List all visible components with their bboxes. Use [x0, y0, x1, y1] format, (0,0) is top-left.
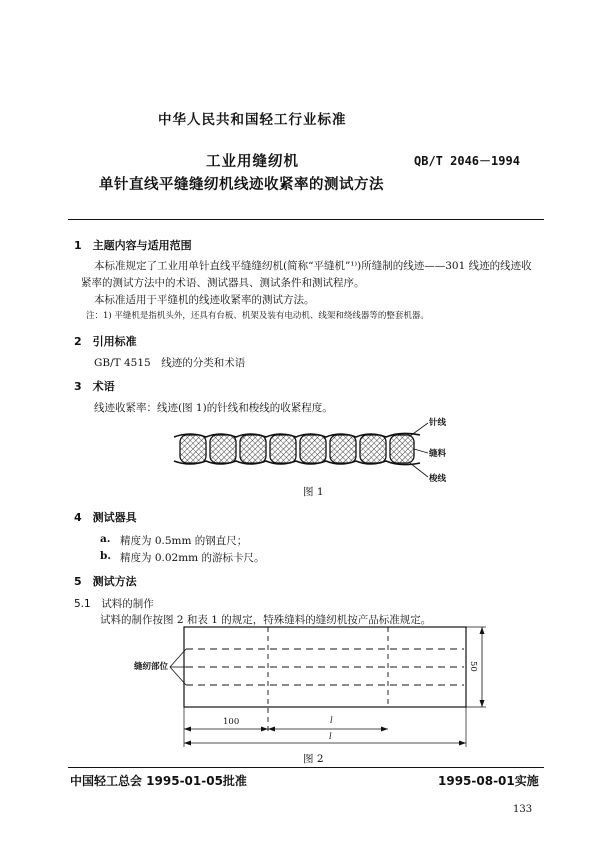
section-1-note: 注：1) 平缝机是指机头外，还具有台板、机架及装有电动机、线架和绕线器等的整套机器。: [86, 311, 429, 321]
section-2-reference: GB/T 4515 线迹的分类和术语: [94, 357, 246, 369]
section-1-para-1-line-1: 本标准规定了工业用单针直线平缝缝纫机(简称“平缝机”¹⁾)所缝制的线迹——301 线迹的线迹收: [94, 260, 532, 272]
figure-2-dim-l-overall: l: [329, 732, 332, 742]
title-line-1: 工业用缝纫机: [206, 154, 299, 170]
section-1-heading: 1 主题内容与适用范围: [74, 239, 192, 252]
figure-2-specimen-diagram: [130, 625, 500, 750]
figure-2-dim-l-upper: l: [330, 716, 333, 726]
section-4-item-b-text: 精度为 0.02mm 的游标卡尺。: [120, 552, 265, 564]
figure-2-label-sewing-area: 缝纫部位: [134, 662, 169, 672]
section-3-heading: 3 术语: [74, 380, 115, 393]
header-rule: [68, 219, 544, 220]
section-1-para-1-line-2: 紧率的测试方法中的术语、测试器具、测试条件和测试程序。: [81, 277, 365, 289]
figure-1-label-bobbin-thread: 梭线: [429, 474, 447, 484]
section-4-item-a-text: 精度为 0.5mm 的钢直尺；: [120, 535, 248, 547]
section-5-heading: 5 测试方法: [74, 575, 137, 588]
figure-1-caption: 图 1: [303, 486, 324, 498]
standard-code: QB/T 2046－1994: [414, 154, 520, 168]
implementation-date: 1995-08-01实施: [438, 774, 539, 788]
title-line-2: 单针直线平缝缝纫机线迹收紧率的测试方法: [99, 177, 384, 193]
figure-2-dim-100: 100: [223, 717, 240, 727]
figure-1-label-fabric: 缝料: [429, 449, 447, 459]
section-2-heading: 2 引用标准: [74, 335, 137, 348]
figure-1-stitch-diagram: [170, 415, 450, 485]
approval-statement: 中国轻工总会 1995-01-05批准: [70, 774, 247, 788]
seam-lines: [186, 649, 464, 685]
figure-2-caption: 图 2: [303, 753, 324, 765]
figure-2-dim-50: 50: [468, 661, 478, 672]
page-number: 133: [513, 804, 533, 815]
section-4-item-b-mark: b.: [100, 550, 111, 562]
issuing-authority: 中华人民共和国轻工行业标准: [158, 112, 347, 128]
footer-rule: [68, 767, 544, 768]
section-1-para-2: 本标准适用于平缝机的线迹收紧率的测试方法。: [94, 294, 315, 306]
section-4-heading: 4 测试器具: [74, 511, 137, 524]
section-3-definition: 线迹收紧率：线迹(图 1)的针线和梭线的收紧程度。: [94, 402, 333, 414]
section-5-1-heading: 5.1 试料的制作: [74, 598, 154, 610]
section-5-1-text: 试料的制作按图 2 和表 1 的规定，特殊缝料的缝纫机按产品标准规定。: [100, 614, 432, 626]
figure-1-label-needle-thread: 针线: [429, 418, 447, 428]
section-4-item-a-mark: a.: [100, 533, 111, 545]
